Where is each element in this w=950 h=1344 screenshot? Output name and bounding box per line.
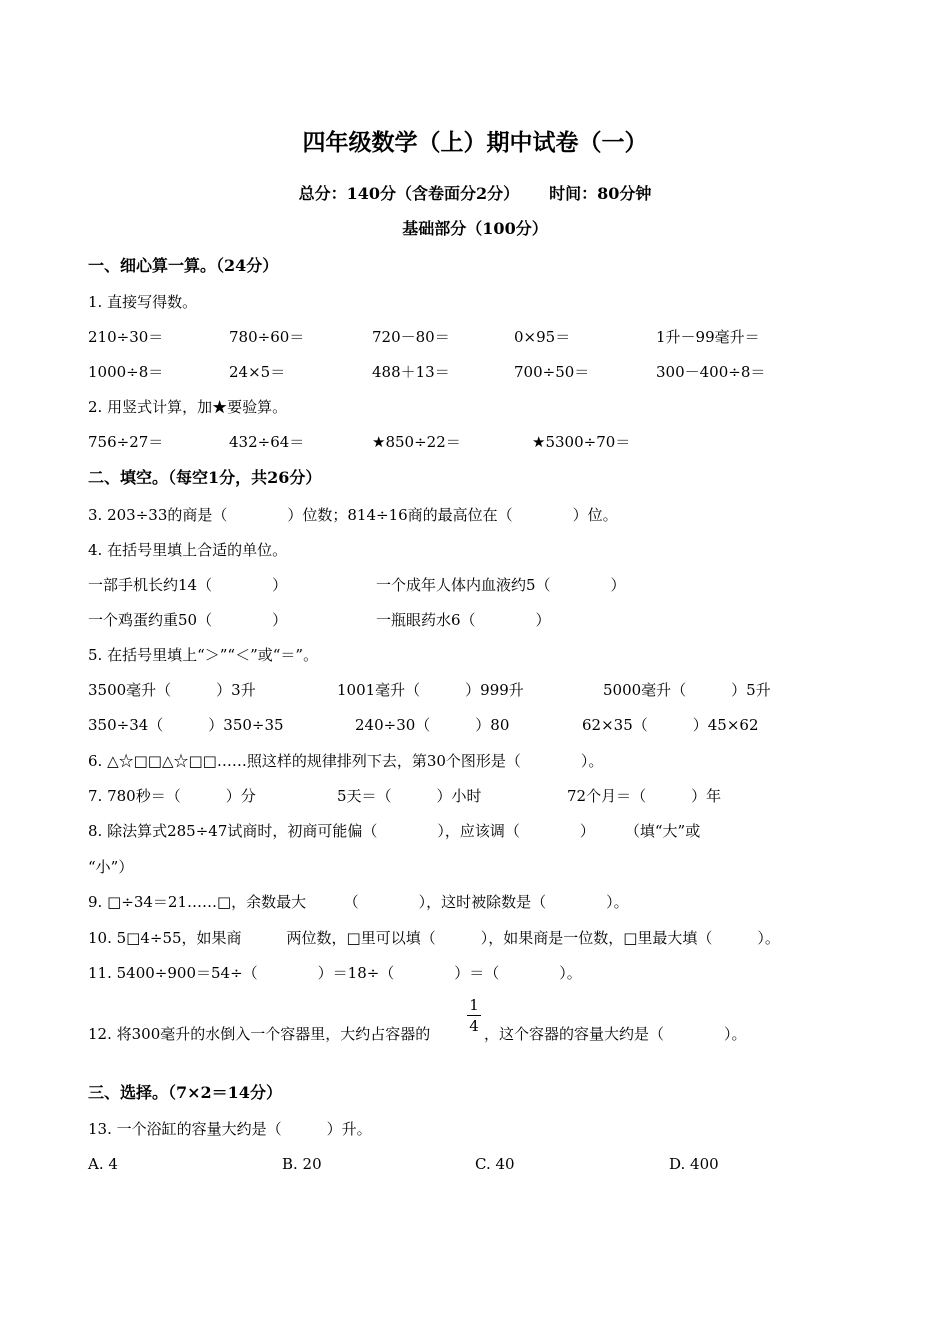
option-b: B. 20 <box>282 1155 322 1173</box>
question-2: 2. 用竖式计算，加★要验算。 <box>88 398 288 416</box>
question-5b: 1001毫升（ ）999升 <box>337 681 524 699</box>
question-4a: 一部手机长约14（ ） <box>88 576 288 594</box>
question-13: 13. 一个浴缸的容量大约是（ ）升。 <box>88 1120 372 1138</box>
calc-r1-c3: 720－80＝ <box>372 328 450 346</box>
calc-r1-c5: 1升－99毫升＝ <box>656 328 760 346</box>
fraction-denominator: 4 <box>469 1017 479 1035</box>
question-7a: 7. 780秒＝（ ）分 <box>88 787 256 805</box>
calc-r2-c5: 300－400÷8＝ <box>656 363 766 381</box>
question-6: 6. △☆□□△☆□□……照这样的规律排列下去，第30个图形是（ ）。 <box>88 752 604 770</box>
question-7c: 72个月＝（ ）年 <box>567 787 722 805</box>
option-d: D. 400 <box>669 1155 719 1173</box>
calc-r2-c4: 700÷50＝ <box>514 363 590 381</box>
calc-r2-c3: 488＋13＝ <box>372 363 450 381</box>
question-5e: 240÷30（ ）80 <box>355 716 510 734</box>
question-1: 1. 直接写得数。 <box>88 293 198 311</box>
vertical-calc-1: 756÷27＝ <box>88 433 164 451</box>
section2-heading: 二、填空。（每空1分，共26分） <box>88 468 322 487</box>
calc-r1-c1: 210÷30＝ <box>88 328 164 346</box>
question-8-cont: “小”） <box>88 858 134 876</box>
question-5f: 62×35（ ）45×62 <box>582 716 759 734</box>
option-a: A. 4 <box>88 1155 118 1173</box>
calc-r1-c4: 0×95＝ <box>514 328 571 346</box>
fraction-one-quarter <box>466 996 482 1035</box>
calc-r2-c1: 1000÷8＝ <box>88 363 164 381</box>
exam-time: 时间：80分钟 <box>549 184 652 203</box>
vertical-calc-3: ★850÷22＝ <box>372 433 461 451</box>
question-4b: 一个成年人体内血液约5（ ） <box>376 576 626 594</box>
option-c: C. 40 <box>475 1155 515 1173</box>
question-5: 5. 在括号里填上“＞”“＜”或“＝”。 <box>88 646 319 664</box>
question-7b: 5天＝（ ）小时 <box>337 787 482 805</box>
basic-part-heading: 基础部分（100分） <box>402 219 548 238</box>
total-score: 总分：140分（含卷面分2分） <box>298 184 520 203</box>
question-3: 3. 203÷33的商是（ ）位数；814÷16商的最高位在（ ）位。 <box>88 506 618 524</box>
question-5c: 5000毫升（ ）5升 <box>603 681 771 699</box>
vertical-calc-2: 432÷64＝ <box>229 433 305 451</box>
section1-heading: 一、细心算一算。（24分） <box>88 256 279 275</box>
vertical-calc-4: ★5300÷70＝ <box>532 433 631 451</box>
question-11: 11. 5400÷900＝54÷（ ）＝18÷（ ）＝（ ）。 <box>88 964 582 982</box>
question-8: 8. 除法算式285÷47试商时，初商可能偏（ ），应该调（ ） （填“大”或 <box>88 822 701 840</box>
fraction-bar <box>467 1015 481 1016</box>
section3-heading: 三、选择。（7×2＝14分） <box>88 1083 282 1102</box>
calc-r2-c2: 24×5＝ <box>229 363 286 381</box>
question-4d: 一瓶眼药水6（ ） <box>376 611 551 629</box>
question-12-part1: 12. 将300毫升的水倒入一个容器里，大约占容器的 <box>88 1025 431 1043</box>
calc-r1-c2: 780÷60＝ <box>229 328 305 346</box>
score-time-line <box>0 183 950 205</box>
question-4c: 一个鸡蛋约重50（ ） <box>88 611 288 629</box>
fraction-numerator: 1 <box>469 996 479 1014</box>
question-10: 10. 5□4÷55，如果商 两位数，□里可以填（ ），如果商是一位数，□里最大填（ ）。 <box>88 929 780 947</box>
page-title: 四年级数学（上）期中试卷（一） <box>302 129 648 156</box>
question-5a: 3500毫升（ ）3升 <box>88 681 256 699</box>
question-4: 4. 在括号里填上合适的单位。 <box>88 541 288 559</box>
question-5d: 350÷34（ ）350÷35 <box>88 716 284 734</box>
question-9: 9. □÷34＝21……□，余数最大 （ ），这时被除数是（ ）。 <box>88 893 629 911</box>
question-12-part2: ，这个容器的容量大约是（ ）。 <box>484 1025 747 1043</box>
